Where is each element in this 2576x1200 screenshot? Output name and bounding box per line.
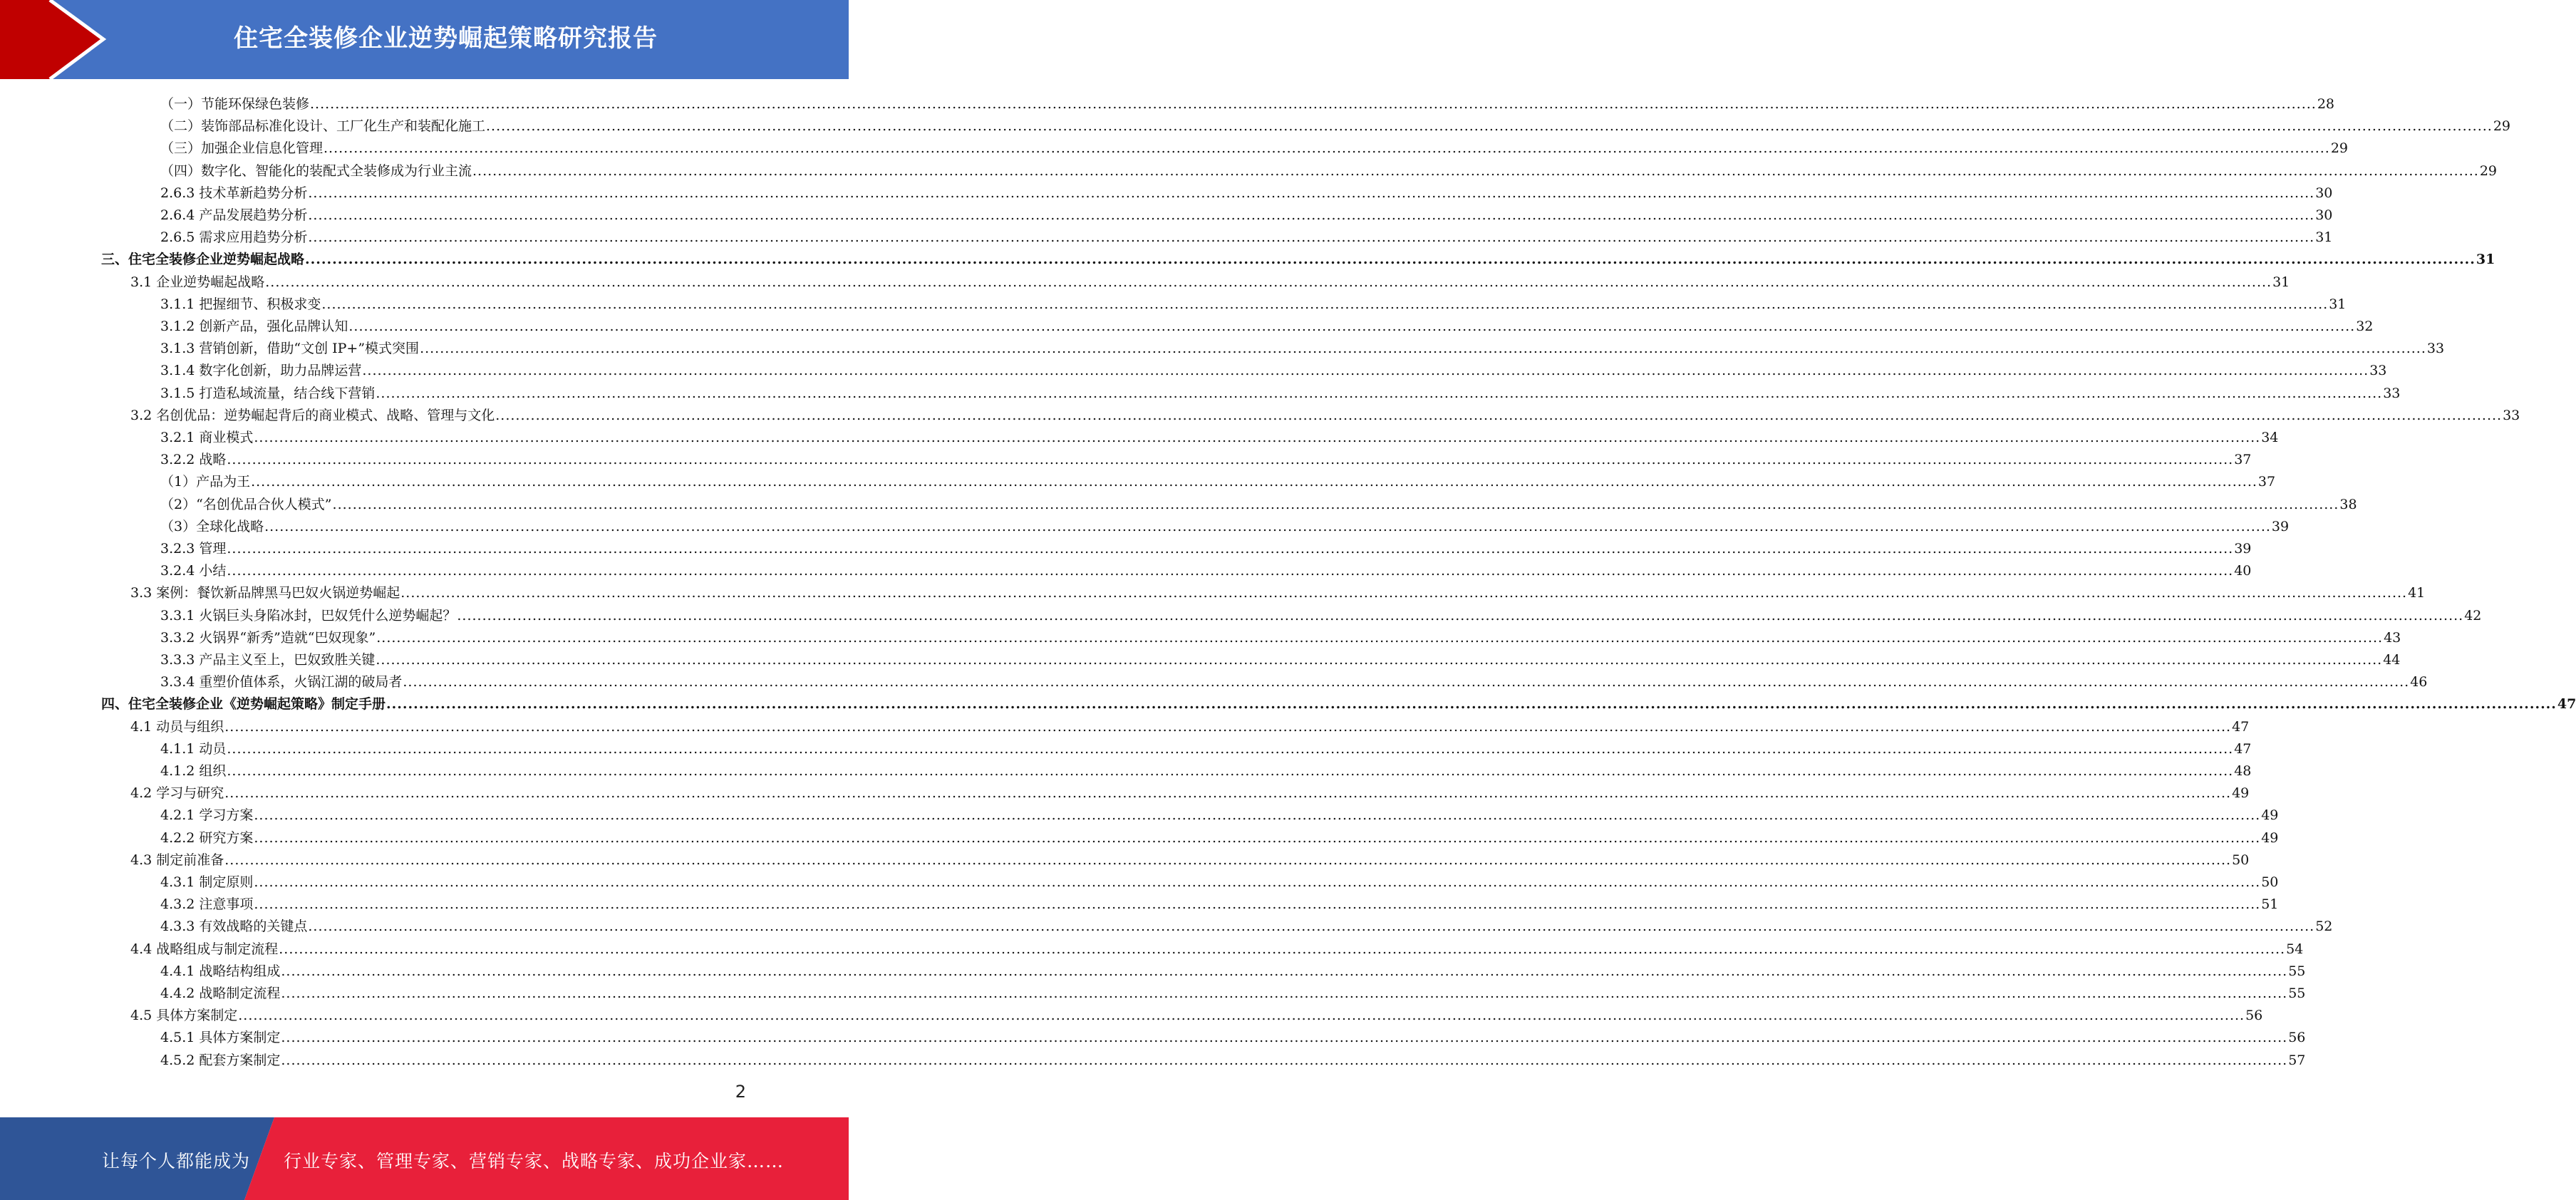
toc-entry-title: 4.3.1 制定原则: [160, 874, 254, 890]
toc-entry[interactable]: [130, 936, 2304, 958]
toc-entry-page: 28: [2317, 96, 2335, 112]
footer-slogan-right: 行业专家、管理专家、营销专家、战略专家、成功企业家……: [284, 1151, 785, 1171]
toc-entry-title: 4.4.1 战略结构组成: [160, 963, 281, 979]
toc-entry[interactable]: [160, 514, 2290, 536]
toc-leader-dots: ................................................................................................................................................................................................................................................................................................................................................................................................................: [386, 696, 2557, 713]
toc-entry[interactable]: [130, 780, 2250, 802]
toc-leader-dots: ................................................................................................................................................................................................................................................................................................................................................................................................................: [308, 229, 2315, 246]
toc-entry-title: 3.3.4 重塑价值体系，火锅江湖的破局者: [160, 674, 403, 690]
toc-entry[interactable]: [101, 691, 2576, 713]
toc-entry[interactable]: [160, 536, 2252, 558]
toc-entry-title: 4.1.2 组织: [160, 763, 227, 779]
toc-entry-title: （3）全球化战略: [160, 518, 264, 534]
toc-entry-page: 50: [2261, 874, 2279, 890]
toc-entry-page: 42: [2464, 607, 2482, 624]
toc-entry-page: 29: [2330, 140, 2349, 157]
toc-entry[interactable]: [130, 403, 2520, 425]
toc-entry-title: 4.1.1 动员: [160, 740, 227, 757]
toc-leader-dots: ................................................................................................................................................................................................................................................................................................................................................................................................................: [265, 274, 2272, 290]
toc-entry[interactable]: [160, 314, 2374, 336]
toc-entry-title: 3.3.3 产品主义至上，巴奴致胜关键: [160, 652, 376, 668]
toc-leader-dots: ................................................................................................................................................................................................................................................................................................................................................................................................................: [224, 852, 2232, 868]
toc-entry[interactable]: [160, 202, 2333, 224]
toc-leader-dots: ................................................................................................................................................................................................................................................................................................................................................................................................................: [324, 140, 2330, 157]
toc-entry[interactable]: [160, 914, 2333, 936]
toc-entry-page: 49: [2261, 829, 2279, 846]
page-footer: [0, 1117, 849, 1200]
toc-entry-title: 3.2.2 战略: [160, 452, 227, 468]
toc-entry-page: 47: [2232, 718, 2250, 735]
toc-entry-title: 3.3 案例：餐饮新品牌黑马巴奴火锅逆势崛起: [130, 585, 400, 601]
toc-entry[interactable]: [160, 358, 2387, 380]
toc-entry-title: 3.3.1 火锅巨头身陷冰封，巴奴凭什么逆势崛起？: [160, 607, 457, 624]
toc-entry-title: 4.4 战略组成与制定流程: [130, 941, 279, 957]
toc-entry-page: 51: [2261, 896, 2279, 913]
toc-entry-title: 四、住宅全装修企业《逆势崛起策略》制定手册: [101, 696, 386, 713]
toc-entry-page: 40: [2234, 563, 2252, 579]
page-header: [0, 0, 849, 79]
toc-entry-page: 37: [2257, 474, 2276, 490]
toc-leader-dots: ................................................................................................................................................................................................................................................................................................................................................................................................................: [310, 96, 2317, 112]
toc-leader-dots: ................................................................................................................................................................................................................................................................................................................................................................................................................: [238, 1008, 2245, 1024]
toc-entry[interactable]: [160, 958, 2306, 981]
toc-entry-page: 44: [2383, 652, 2401, 668]
toc-entry-title: 4.1 动员与组织: [130, 718, 224, 735]
toc-entry-page: 39: [2234, 541, 2252, 557]
toc-entry[interactable]: [160, 492, 2357, 514]
toc-leader-dots: ................................................................................................................................................................................................................................................................................................................................................................................................................: [376, 652, 2383, 668]
toc-entry-title: 4.2.1 学习方案: [160, 807, 254, 824]
toc-leader-dots: ................................................................................................................................................................................................................................................................................................................................................................................................................: [472, 162, 2479, 179]
toc-entry-title: 2.6.4 产品发展趋势分析: [160, 207, 308, 223]
toc-entry-title: 4.5.1 具体方案制定: [160, 1030, 281, 1046]
toc-entry-page: 50: [2232, 852, 2250, 868]
toc-entry[interactable]: [160, 447, 2252, 469]
toc-entry-title: 4.2.2 研究方案: [160, 829, 254, 846]
toc-entry[interactable]: [130, 714, 2250, 736]
page-number: 2: [735, 1082, 746, 1102]
toc-entry[interactable]: [160, 158, 2498, 180]
toc-entry-page: 54: [2286, 941, 2304, 957]
toc-entry-page: 29: [2493, 118, 2511, 135]
toc-entry[interactable]: [160, 135, 2349, 157]
toc-leader-dots: ................................................................................................................................................................................................................................................................................................................................................................................................................: [376, 385, 2383, 401]
toc-entry-page: 57: [2288, 1052, 2306, 1068]
toc-entry-page: 33: [2503, 407, 2520, 423]
toc-entry-page: 49: [2232, 785, 2250, 802]
toc-entry-title: （2）“名创优品合伙人模式”: [160, 496, 332, 512]
toc-entry[interactable]: [160, 869, 2279, 891]
toc-entry[interactable]: [130, 269, 2290, 291]
toc-entry-title: 4.3 制定前准备: [130, 852, 224, 868]
toc-leader-dots: ................................................................................................................................................................................................................................................................................................................................................................................................................: [332, 496, 2339, 512]
toc-leader-dots: ................................................................................................................................................................................................................................................................................................................................................................................................................: [224, 785, 2232, 802]
toc-leader-dots: ................................................................................................................................................................................................................................................................................................................................................................................................................: [281, 986, 2288, 1001]
toc-entry-title: 3.1.1 把握细节、积极求变: [160, 296, 321, 312]
toc-entry-title: （一）节能环保绿色装修: [160, 96, 310, 112]
toc-entry-title: 2.6.5 需求应用趋势分析: [160, 229, 308, 246]
toc-entry-title: 4.2 学习与研究: [130, 785, 224, 802]
toc-leader-dots: ................................................................................................................................................................................................................................................................................................................................................................................................................: [264, 518, 2271, 534]
toc-entry-page: 33: [2369, 363, 2387, 379]
toc-entry-title: （二）装饰部品标准化设计、工厂化生产和装配化施工: [160, 118, 486, 135]
toc-entry-title: 3.1.4 数字化创新，助力品牌运营: [160, 363, 362, 379]
report-title: 住宅全装修企业逆势崛起策略研究报告: [234, 24, 658, 53]
toc-leader-dots: ................................................................................................................................................................................................................................................................................................................................................................................................................: [227, 740, 2234, 757]
toc-entry-page: 29: [2479, 162, 2498, 179]
toc-entry[interactable]: [160, 891, 2279, 914]
toc-leader-dots: ................................................................................................................................................................................................................................................................................................................................................................................................................: [224, 718, 2232, 735]
toc-entry-page: 33: [2383, 385, 2401, 401]
toc-entry-page: 43: [2384, 629, 2401, 646]
toc-leader-dots: ................................................................................................................................................................................................................................................................................................................................................................................................................: [281, 1052, 2288, 1068]
toc-entry-page: 47: [2234, 740, 2252, 757]
toc-entry[interactable]: [160, 802, 2279, 824]
toc-entry-page: 48: [2234, 763, 2252, 779]
toc-entry-title: 3.3.2 火锅界“新秀”造就“巴奴现象”: [160, 629, 376, 646]
footer-slogan-left: 让每个人都能成为: [102, 1151, 251, 1171]
toc-entry-page: 56: [2245, 1008, 2263, 1024]
toc-entry-page: 55: [2288, 963, 2306, 979]
toc-entry-title: 4.5 具体方案制定: [130, 1008, 238, 1024]
toc-leader-dots: ................................................................................................................................................................................................................................................................................................................................................................................................................: [227, 563, 2234, 579]
toc-entry-page: 31: [2329, 296, 2347, 312]
toc-entry[interactable]: [160, 981, 2306, 1003]
toc-leader-dots: ................................................................................................................................................................................................................................................................................................................................................................................................................: [348, 319, 2356, 334]
toc-entry-title: 三、住宅全装修企业逆势崛起战略: [101, 252, 305, 268]
toc-entry-page: 37: [2234, 452, 2252, 468]
toc-entry[interactable]: [160, 558, 2252, 580]
toc-entry[interactable]: [160, 625, 2401, 647]
toc-entry-page: 56: [2288, 1030, 2306, 1046]
toc-leader-dots: ................................................................................................................................................................................................................................................................................................................................................................................................................: [305, 252, 2476, 268]
toc-entry[interactable]: [160, 1025, 2306, 1047]
toc-entry-page: 49: [2261, 807, 2279, 824]
toc-entry[interactable]: [160, 291, 2347, 314]
toc-entry-title: 3.1.3 营销创新，借助“文创 IP+”模式突围: [160, 341, 420, 357]
toc-leader-dots: ................................................................................................................................................................................................................................................................................................................................................................................................................: [376, 629, 2384, 646]
toc-leader-dots: ................................................................................................................................................................................................................................................................................................................................................................................................................: [362, 363, 2369, 379]
toc-entry[interactable]: [160, 736, 2252, 758]
toc-entry[interactable]: [160, 758, 2252, 780]
toc-entry-page: 38: [2339, 496, 2357, 512]
toc-leader-dots: ................................................................................................................................................................................................................................................................................................................................................................................................................: [308, 185, 2315, 201]
toc-entry-page: 30: [2315, 207, 2333, 223]
toc-entry-page: 31: [2272, 274, 2290, 290]
toc-leader-dots: ................................................................................................................................................................................................................................................................................................................................................................................................................: [308, 207, 2315, 223]
toc-entry-title: 3.1.5 打造私域流量，结合线下营销: [160, 385, 376, 401]
toc-entry[interactable]: [101, 247, 2495, 269]
toc-leader-dots: ................................................................................................................................................................................................................................................................................................................................................................................................................: [254, 807, 2261, 824]
toc-leader-dots: ................................................................................................................................................................................................................................................................................................................................................................................................................: [281, 1030, 2288, 1046]
toc-entry[interactable]: [160, 381, 2401, 403]
toc-leader-dots: ................................................................................................................................................................................................................................................................................................................................................................................................................: [495, 407, 2503, 423]
toc-entry[interactable]: [160, 336, 2445, 358]
toc-leader-dots: ................................................................................................................................................................................................................................................................................................................................................................................................................: [227, 452, 2234, 468]
toc-leader-dots: ................................................................................................................................................................................................................................................................................................................................................................................................................: [227, 541, 2234, 557]
toc-entry-page: 34: [2261, 430, 2279, 445]
toc-entry-page: 46: [2410, 674, 2428, 690]
toc-entry-title: 3.2.1 商业模式: [160, 430, 254, 445]
toc-entry[interactable]: [160, 603, 2482, 625]
toc-leader-dots: ................................................................................................................................................................................................................................................................................................................................................................................................................: [457, 607, 2464, 624]
toc-entry-page: 31: [2476, 252, 2495, 268]
toc-leader-dots: ................................................................................................................................................................................................................................................................................................................................................................................................................: [254, 829, 2261, 846]
toc-entry-page: 55: [2288, 986, 2306, 1001]
toc-entry-title: 3.2.3 管理: [160, 541, 227, 557]
toc-leader-dots: ................................................................................................................................................................................................................................................................................................................................................................................................................: [227, 763, 2234, 779]
toc-entry[interactable]: [160, 91, 2335, 113]
toc-entry-page: 41: [2408, 585, 2426, 601]
toc-entry[interactable]: [130, 580, 2426, 602]
toc-leader-dots: ................................................................................................................................................................................................................................................................................................................................................................................................................: [308, 919, 2315, 935]
toc-leader-dots: ................................................................................................................................................................................................................................................................................................................................................................................................................: [251, 474, 2257, 490]
toc-entry[interactable]: [130, 847, 2250, 869]
toc-entry-title: 3.1.2 创新产品，强化品牌认知: [160, 319, 348, 334]
toc-entry-page: 30: [2315, 185, 2333, 201]
toc-leader-dots: ................................................................................................................................................................................................................................................................................................................................................................................................................: [254, 874, 2261, 890]
toc-entry[interactable]: [160, 669, 2428, 691]
toc-entry-title: 3.2 名创优品：逆势崛起背后的商业模式、战略、管理与文化: [130, 407, 495, 423]
toc-entry[interactable]: [160, 425, 2279, 447]
toc-entry-title: 4.4.2 战略制定流程: [160, 986, 281, 1001]
toc-entry[interactable]: [160, 469, 2276, 491]
toc-entry-title: 4.3.3 有效战略的关键点: [160, 919, 308, 935]
toc-leader-dots: ................................................................................................................................................................................................................................................................................................................................................................................................................: [254, 896, 2261, 913]
toc-entry-page: 31: [2315, 229, 2333, 246]
toc-leader-dots: ................................................................................................................................................................................................................................................................................................................................................................................................................: [420, 341, 2426, 357]
toc-leader-dots: ................................................................................................................................................................................................................................................................................................................................................................................................................: [281, 963, 2288, 979]
toc-entry-title: （三）加强企业信息化管理: [160, 140, 324, 157]
toc-entry[interactable]: [160, 113, 2511, 135]
toc-entry-title: 4.5.2 配套方案制定: [160, 1052, 281, 1068]
toc-leader-dots: ................................................................................................................................................................................................................................................................................................................................................................................................................: [279, 941, 2286, 957]
toc-leader-dots: ................................................................................................................................................................................................................................................................................................................................................................................................................: [403, 674, 2410, 690]
toc-entry[interactable]: [160, 825, 2279, 847]
toc-entry[interactable]: [160, 1048, 2306, 1070]
toc-entry[interactable]: [160, 224, 2333, 247]
toc-leader-dots: ................................................................................................................................................................................................................................................................................................................................................................................................................: [321, 296, 2329, 312]
toc-entry[interactable]: [130, 1003, 2263, 1025]
toc-entry-title: 3.1 企业逆势崛起战略: [130, 274, 265, 290]
toc-entry-title: （1）产品为王: [160, 474, 251, 490]
toc-entry-title: 3.2.4 小结: [160, 563, 227, 579]
toc-entry-title: 4.3.2 注意事项: [160, 896, 254, 913]
toc-entry-page: 39: [2271, 518, 2290, 534]
toc-entry-page: 47: [2557, 696, 2576, 713]
toc-entry-page: 52: [2315, 919, 2333, 935]
toc-entry-page: 32: [2356, 319, 2374, 334]
toc-entry-page: 33: [2426, 341, 2445, 357]
toc-entry-title: （四）数字化、智能化的装配式全装修成为行业主流: [160, 162, 472, 179]
toc-leader-dots: ................................................................................................................................................................................................................................................................................................................................................................................................................: [486, 118, 2493, 135]
toc-entry[interactable]: [160, 647, 2401, 669]
toc-entry-title: 2.6.3 技术革新趋势分析: [160, 185, 308, 201]
toc-leader-dots: ................................................................................................................................................................................................................................................................................................................................................................................................................: [400, 585, 2408, 601]
toc-leader-dots: ................................................................................................................................................................................................................................................................................................................................................................................................................: [254, 430, 2261, 445]
toc-entry[interactable]: [160, 180, 2333, 202]
